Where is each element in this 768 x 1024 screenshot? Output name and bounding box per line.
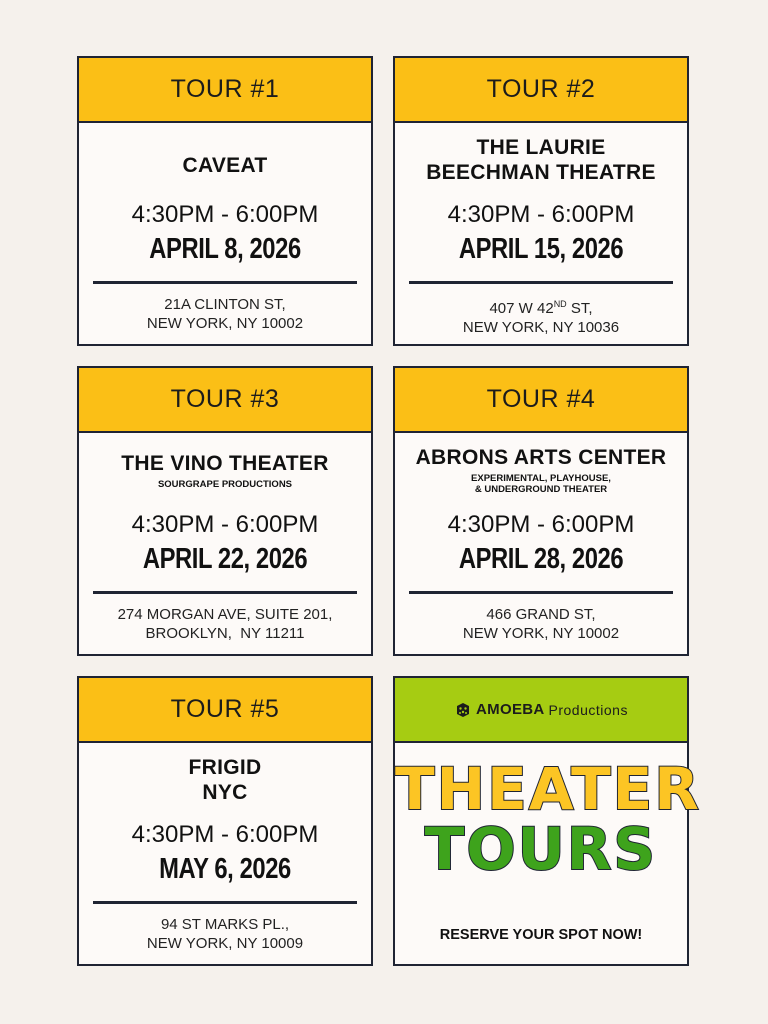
venue-name-line-1: THE LAURIE [476,136,606,159]
address-line-1: 466 GRAND ST, [486,606,596,623]
promo-title-line-1: THEATER [395,755,701,823]
venue-subtitle-line-1: EXPERIMENTAL, PLAYHOUSE, [471,473,611,484]
address-line-2: BROOKLYN, NY 11211 [145,625,305,642]
tour-time: 4:30PM - 6:00PM [131,201,319,228]
tour-date: APRIL 15, 2026 [458,233,624,265]
reserve-cta: RESERVE YOUR SPOT NOW! [439,927,643,943]
tour-card-4 [393,366,689,656]
tour-card-5 [77,676,373,966]
venue-address [395,605,687,643]
promo-header [395,678,687,743]
venue-subtitle: SOURGRAPE PRODUCTIONS [157,479,293,490]
venue-name-line-2: BEECHMAN THEATRE [426,161,656,184]
tour-date: APRIL 8, 2026 [149,233,301,265]
venue-subtitle [395,473,687,495]
divider [93,281,357,284]
tour-header: TOUR #1 [79,58,371,123]
tour-header: TOUR #5 [79,678,371,743]
logo-bold-text: AMOEBA [476,701,545,718]
address-line-1: 407 W 42ND ST, [489,299,593,317]
venue-name: THE VINO THEATER [121,452,329,475]
venue-name-line-1: FRIGID [188,756,262,779]
venue-name [79,755,371,805]
logo-text: Productions [548,701,628,718]
venue-name: CAVEAT [182,154,268,177]
tour-card-2 [393,56,689,346]
divider [93,901,357,904]
tour-card-3 [77,366,373,656]
tour-time: 4:30PM - 6:00PM [447,201,635,228]
address-line-1: 94 ST MARKS PL., [160,916,290,933]
venue-address [79,605,371,643]
tour-card-1 [77,56,373,346]
tour-header: TOUR #2 [395,58,687,123]
venue-name-line-2: NYC [202,781,248,804]
venue-address [79,915,371,953]
divider [409,591,673,594]
tour-time: 4:30PM - 6:00PM [447,511,635,538]
venue-name: ABRONS ARTS CENTER [415,446,667,469]
address-line-2: NEW YORK, NY 10002 [462,625,620,642]
tour-date: MAY 6, 2026 [159,853,291,885]
address-line-2: NEW YORK, NY 10002 [146,315,304,332]
address-line-1: 274 MORGAN AVE, SUITE 201, [117,606,333,623]
tour-date: APRIL 22, 2026 [142,543,308,575]
promo-card [393,676,701,966]
venue-address [395,295,687,337]
amoeba-dice-icon [454,701,472,719]
venue-name [395,135,687,185]
tour-time: 4:30PM - 6:00PM [131,821,319,848]
venue-subtitle-line-2: & UNDERGROUND THEATER [474,484,608,495]
venue-address [79,295,371,333]
amoeba-logo [454,701,628,719]
divider [93,591,357,594]
tour-header: TOUR #3 [79,368,371,433]
address-line-1: 21A CLINTON ST, [164,296,286,313]
address-line-2: NEW YORK, NY 10009 [146,935,304,952]
address-line-2: NEW YORK, NY 10036 [462,319,620,336]
tour-time: 4:30PM - 6:00PM [131,511,319,538]
divider [409,281,673,284]
tour-header: TOUR #4 [395,368,687,433]
promo-title-line-2: TOURS [424,815,658,883]
tour-date: APRIL 28, 2026 [458,543,624,575]
